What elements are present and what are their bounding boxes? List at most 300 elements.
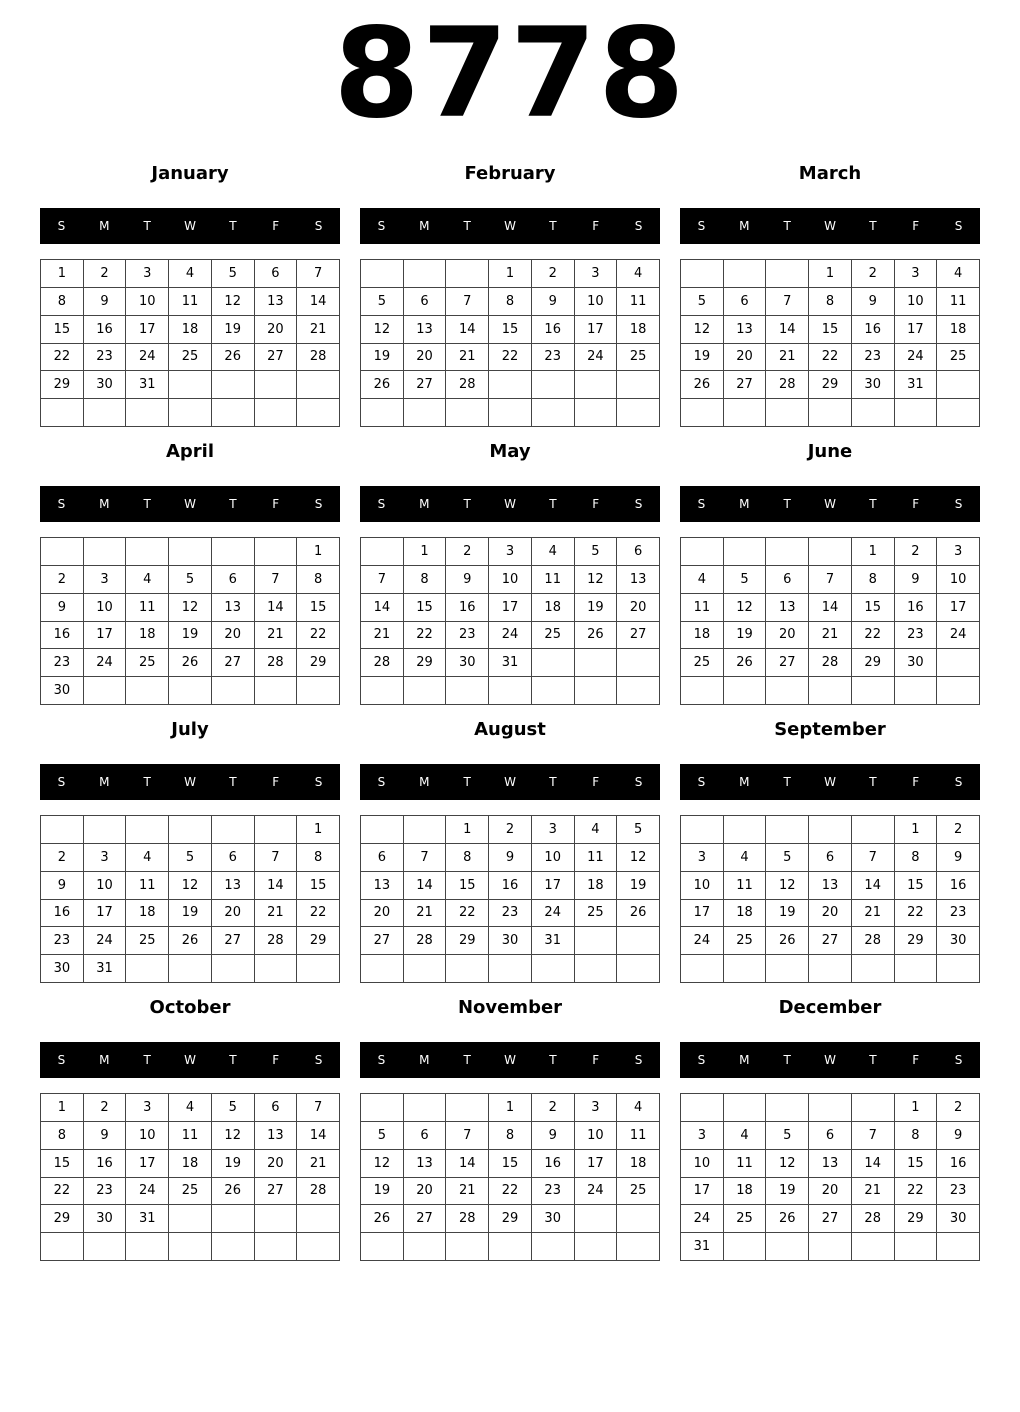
day-cell: 21: [852, 900, 895, 928]
weekday-label: F: [912, 775, 920, 789]
empty-cell: [404, 399, 447, 427]
day-cell: 9: [41, 872, 84, 900]
day-cell: 27: [404, 1205, 447, 1233]
day-cell: 25: [617, 344, 660, 372]
day-cell: 17: [895, 316, 938, 344]
empty-cell: [126, 399, 169, 427]
day-cell: 8: [41, 1122, 84, 1150]
day-cell: 19: [766, 900, 809, 928]
empty-cell: [681, 538, 724, 566]
weekday-label: W: [824, 497, 836, 511]
empty-cell: [84, 816, 127, 844]
weekday-label: M: [99, 775, 110, 789]
weekday-label: T: [463, 219, 471, 233]
day-cell: 8: [809, 288, 852, 316]
empty-cell: [575, 1205, 618, 1233]
empty-cell: [852, 399, 895, 427]
day-cell: 8: [404, 566, 447, 594]
empty-cell: [126, 677, 169, 705]
day-cell: 27: [212, 649, 255, 677]
empty-cell: [617, 371, 660, 399]
day-cell: 31: [681, 1233, 724, 1261]
day-cell: 16: [852, 316, 895, 344]
empty-cell: [169, 371, 212, 399]
day-cell: 12: [617, 844, 660, 872]
day-cell: 13: [724, 316, 767, 344]
day-cell: 9: [532, 288, 575, 316]
day-cell: 1: [809, 260, 852, 288]
empty-cell: [724, 399, 767, 427]
day-cell: 18: [617, 316, 660, 344]
day-cell: 6: [212, 844, 255, 872]
weekday-label: T: [783, 1053, 791, 1067]
day-cell: 25: [724, 1205, 767, 1233]
day-cell: 10: [84, 872, 127, 900]
day-cell: 6: [724, 288, 767, 316]
empty-cell: [617, 955, 660, 983]
day-cell: 5: [169, 566, 212, 594]
day-cell: 4: [617, 1094, 660, 1122]
day-cell: 30: [895, 649, 938, 677]
empty-cell: [126, 1233, 169, 1261]
empty-cell: [681, 1094, 724, 1122]
day-cell: 31: [126, 1205, 169, 1233]
day-cell: 25: [681, 649, 724, 677]
weekday-label: S: [697, 497, 706, 511]
day-cell: 9: [489, 844, 532, 872]
day-cell: 8: [489, 1122, 532, 1150]
day-cell: 5: [766, 844, 809, 872]
day-cell: 22: [41, 344, 84, 372]
day-cell: 12: [212, 288, 255, 316]
day-cell: 28: [404, 927, 447, 955]
day-cell: 23: [84, 344, 127, 372]
day-cell: 10: [895, 288, 938, 316]
day-cell: 6: [212, 566, 255, 594]
day-cell: 28: [766, 371, 809, 399]
empty-cell: [255, 399, 298, 427]
day-cell: 4: [169, 260, 212, 288]
weekday-label: W: [184, 775, 196, 789]
day-cell: 25: [126, 927, 169, 955]
weekday-label: T: [229, 497, 237, 511]
day-cell: 18: [169, 316, 212, 344]
day-cell: 20: [212, 900, 255, 928]
day-cell: 22: [404, 622, 447, 650]
weekday-label: S: [377, 1053, 386, 1067]
day-cell: 24: [937, 622, 980, 650]
empty-cell: [809, 1233, 852, 1261]
empty-cell: [361, 955, 404, 983]
day-cell: 29: [895, 927, 938, 955]
empty-cell: [809, 677, 852, 705]
day-cell: 22: [446, 900, 489, 928]
empty-cell: [212, 371, 255, 399]
year-title: 8778: [333, 2, 687, 146]
day-cell: 11: [126, 594, 169, 622]
day-cell: 27: [809, 927, 852, 955]
empty-cell: [617, 927, 660, 955]
month-november: [360, 994, 660, 1256]
day-cell: 11: [575, 844, 618, 872]
day-cell: 2: [532, 260, 575, 288]
day-cell: 8: [297, 566, 340, 594]
day-cell: 9: [937, 1122, 980, 1150]
month-april: [40, 438, 340, 700]
weekday-label: M: [739, 497, 750, 511]
month-december: [680, 994, 980, 1256]
day-cell: 20: [617, 594, 660, 622]
day-cell: 19: [766, 1178, 809, 1206]
empty-cell: [489, 677, 532, 705]
day-cell: 17: [575, 316, 618, 344]
day-grid: [40, 259, 340, 427]
month-title: December: [778, 997, 882, 1018]
day-cell: 20: [404, 1178, 447, 1206]
weekday-label: S: [954, 1053, 963, 1067]
day-cell: 5: [361, 1122, 404, 1150]
day-cell: 15: [895, 872, 938, 900]
month-title: July: [171, 719, 209, 740]
day-grid: [360, 1093, 660, 1261]
empty-cell: [724, 538, 767, 566]
empty-cell: [41, 816, 84, 844]
empty-cell: [766, 955, 809, 983]
day-cell: 16: [446, 594, 489, 622]
weekday-label: W: [184, 497, 196, 511]
month-september: [680, 716, 980, 978]
weekday-header: [680, 764, 980, 800]
day-cell: 12: [766, 1150, 809, 1178]
empty-cell: [532, 649, 575, 677]
weekday-label: T: [229, 1053, 237, 1067]
day-cell: 28: [852, 927, 895, 955]
weekday-label: S: [57, 775, 66, 789]
empty-cell: [361, 1233, 404, 1261]
empty-cell: [41, 1233, 84, 1261]
day-cell: 4: [724, 1122, 767, 1150]
day-cell: 4: [575, 816, 618, 844]
empty-cell: [212, 538, 255, 566]
day-cell: 2: [937, 1094, 980, 1122]
weekday-label: S: [377, 775, 386, 789]
day-cell: 9: [532, 1122, 575, 1150]
empty-cell: [852, 955, 895, 983]
weekday-label: F: [592, 219, 600, 233]
empty-cell: [617, 1205, 660, 1233]
weekday-label: F: [272, 1053, 280, 1067]
weekday-label: S: [697, 219, 706, 233]
day-cell: 7: [766, 288, 809, 316]
empty-cell: [255, 1233, 298, 1261]
day-cell: 30: [937, 927, 980, 955]
empty-cell: [532, 371, 575, 399]
day-cell: 12: [361, 1150, 404, 1178]
day-cell: 15: [297, 594, 340, 622]
weekday-label: S: [634, 775, 643, 789]
day-cell: 28: [255, 927, 298, 955]
day-cell: 11: [681, 594, 724, 622]
day-cell: 24: [575, 344, 618, 372]
day-cell: 23: [895, 622, 938, 650]
day-cell: 15: [895, 1150, 938, 1178]
day-cell: 11: [617, 288, 660, 316]
day-cell: 22: [297, 900, 340, 928]
day-cell: 25: [532, 622, 575, 650]
day-cell: 23: [84, 1178, 127, 1206]
day-cell: 10: [937, 566, 980, 594]
weekday-label: S: [314, 219, 323, 233]
month-title: January: [151, 163, 229, 184]
day-cell: 5: [617, 816, 660, 844]
weekday-label: T: [783, 497, 791, 511]
day-cell: 12: [575, 566, 618, 594]
day-cell: 17: [126, 1150, 169, 1178]
day-cell: 22: [297, 622, 340, 650]
weekday-label: S: [57, 219, 66, 233]
empty-cell: [404, 816, 447, 844]
weekday-label: W: [184, 219, 196, 233]
day-cell: 22: [852, 622, 895, 650]
day-cell: 20: [766, 622, 809, 650]
day-grid: [40, 815, 340, 983]
weekday-label: S: [634, 497, 643, 511]
day-cell: 12: [766, 872, 809, 900]
empty-cell: [809, 538, 852, 566]
day-cell: 15: [489, 1150, 532, 1178]
day-grid: [680, 1093, 980, 1261]
weekday-label: T: [783, 775, 791, 789]
day-cell: 14: [852, 1150, 895, 1178]
weekday-label: W: [504, 1053, 516, 1067]
day-cell: 26: [575, 622, 618, 650]
day-cell: 18: [724, 1178, 767, 1206]
day-cell: 7: [446, 1122, 489, 1150]
day-cell: 6: [809, 844, 852, 872]
empty-cell: [617, 399, 660, 427]
weekday-header: [40, 1042, 340, 1078]
day-cell: 16: [84, 1150, 127, 1178]
day-cell: 14: [766, 316, 809, 344]
day-cell: 20: [255, 316, 298, 344]
empty-cell: [297, 955, 340, 983]
day-cell: 5: [212, 260, 255, 288]
month-october: [40, 994, 340, 1256]
empty-cell: [297, 399, 340, 427]
empty-cell: [404, 677, 447, 705]
day-cell: 1: [404, 538, 447, 566]
day-cell: 1: [446, 816, 489, 844]
day-cell: 21: [404, 900, 447, 928]
weekday-label: W: [184, 1053, 196, 1067]
day-cell: 27: [361, 927, 404, 955]
day-cell: 30: [489, 927, 532, 955]
day-cell: 3: [575, 1094, 618, 1122]
weekday-label: W: [824, 1053, 836, 1067]
day-cell: 25: [169, 1178, 212, 1206]
empty-cell: [532, 399, 575, 427]
day-cell: 8: [895, 1122, 938, 1150]
day-cell: 7: [809, 566, 852, 594]
empty-cell: [126, 538, 169, 566]
day-cell: 21: [446, 1178, 489, 1206]
empty-cell: [681, 260, 724, 288]
day-cell: 23: [446, 622, 489, 650]
day-cell: 21: [361, 622, 404, 650]
empty-cell: [255, 371, 298, 399]
day-cell: 17: [681, 1178, 724, 1206]
weekday-label: S: [314, 497, 323, 511]
day-cell: 3: [895, 260, 938, 288]
empty-cell: [895, 677, 938, 705]
weekday-label: S: [377, 497, 386, 511]
empty-cell: [41, 399, 84, 427]
day-cell: 19: [212, 1150, 255, 1178]
weekday-label: F: [592, 1053, 600, 1067]
weekday-label: T: [549, 219, 557, 233]
day-cell: 5: [575, 538, 618, 566]
empty-cell: [575, 955, 618, 983]
day-cell: 5: [361, 288, 404, 316]
weekday-label: S: [697, 1053, 706, 1067]
empty-cell: [766, 1233, 809, 1261]
day-cell: 18: [126, 900, 169, 928]
day-cell: 13: [809, 872, 852, 900]
weekday-label: F: [272, 497, 280, 511]
day-cell: 21: [852, 1178, 895, 1206]
day-cell: 13: [212, 594, 255, 622]
weekday-label: S: [57, 497, 66, 511]
day-cell: 8: [489, 288, 532, 316]
empty-cell: [681, 955, 724, 983]
day-cell: 4: [937, 260, 980, 288]
month-title: June: [807, 441, 853, 462]
day-cell: 29: [446, 927, 489, 955]
day-cell: 29: [489, 1205, 532, 1233]
day-cell: 3: [937, 538, 980, 566]
empty-cell: [169, 399, 212, 427]
empty-cell: [766, 816, 809, 844]
day-cell: 17: [84, 900, 127, 928]
day-cell: 6: [617, 538, 660, 566]
day-cell: 28: [255, 649, 298, 677]
day-cell: 17: [575, 1150, 618, 1178]
day-grid: [680, 259, 980, 427]
day-cell: 24: [895, 344, 938, 372]
day-cell: 26: [361, 1205, 404, 1233]
empty-cell: [575, 1233, 618, 1261]
day-cell: 16: [489, 872, 532, 900]
day-cell: 5: [681, 288, 724, 316]
empty-cell: [575, 649, 618, 677]
day-cell: 29: [41, 1205, 84, 1233]
day-cell: 24: [532, 900, 575, 928]
day-cell: 29: [297, 649, 340, 677]
day-cell: 10: [681, 872, 724, 900]
weekday-label: W: [504, 775, 516, 789]
month-august: [360, 716, 660, 978]
day-cell: 13: [255, 288, 298, 316]
empty-cell: [681, 677, 724, 705]
weekday-label: M: [739, 1053, 750, 1067]
day-cell: 2: [84, 260, 127, 288]
empty-cell: [532, 677, 575, 705]
day-cell: 26: [361, 371, 404, 399]
day-cell: 29: [852, 649, 895, 677]
day-cell: 15: [297, 872, 340, 900]
day-cell: 11: [617, 1122, 660, 1150]
day-grid: [40, 1093, 340, 1261]
day-cell: 20: [809, 1178, 852, 1206]
weekday-header: [40, 208, 340, 244]
day-cell: 5: [766, 1122, 809, 1150]
day-cell: 2: [489, 816, 532, 844]
day-cell: 11: [126, 872, 169, 900]
day-cell: 19: [575, 594, 618, 622]
empty-cell: [169, 1205, 212, 1233]
day-cell: 20: [361, 900, 404, 928]
day-cell: 22: [489, 344, 532, 372]
day-cell: 6: [809, 1122, 852, 1150]
weekday-label: W: [824, 219, 836, 233]
weekday-label: T: [143, 497, 151, 511]
weekday-label: T: [869, 497, 877, 511]
day-cell: 15: [446, 872, 489, 900]
day-cell: 19: [617, 872, 660, 900]
empty-cell: [169, 677, 212, 705]
day-cell: 14: [255, 594, 298, 622]
empty-cell: [681, 399, 724, 427]
month-january: [40, 160, 340, 422]
day-cell: 14: [297, 1122, 340, 1150]
day-grid: [680, 815, 980, 983]
day-cell: 3: [84, 566, 127, 594]
month-february: [360, 160, 660, 422]
empty-cell: [446, 955, 489, 983]
day-cell: 15: [852, 594, 895, 622]
day-cell: 20: [404, 344, 447, 372]
day-cell: 22: [41, 1178, 84, 1206]
weekday-label: M: [419, 497, 430, 511]
day-cell: 14: [297, 288, 340, 316]
empty-cell: [895, 955, 938, 983]
day-cell: 5: [169, 844, 212, 872]
day-cell: 1: [852, 538, 895, 566]
day-cell: 26: [724, 649, 767, 677]
weekday-label: W: [824, 775, 836, 789]
empty-cell: [852, 1094, 895, 1122]
day-cell: 19: [361, 344, 404, 372]
empty-cell: [724, 1233, 767, 1261]
empty-cell: [489, 955, 532, 983]
day-cell: 10: [681, 1150, 724, 1178]
empty-cell: [297, 1233, 340, 1261]
day-cell: 27: [212, 927, 255, 955]
day-cell: 23: [489, 900, 532, 928]
day-cell: 21: [297, 1150, 340, 1178]
day-cell: 7: [297, 260, 340, 288]
weekday-label: M: [99, 219, 110, 233]
empty-cell: [297, 1205, 340, 1233]
day-cell: 28: [361, 649, 404, 677]
empty-cell: [766, 677, 809, 705]
empty-cell: [532, 955, 575, 983]
weekday-label: M: [99, 497, 110, 511]
day-cell: 16: [937, 1150, 980, 1178]
weekday-label: M: [99, 1053, 110, 1067]
day-cell: 5: [212, 1094, 255, 1122]
empty-cell: [255, 816, 298, 844]
